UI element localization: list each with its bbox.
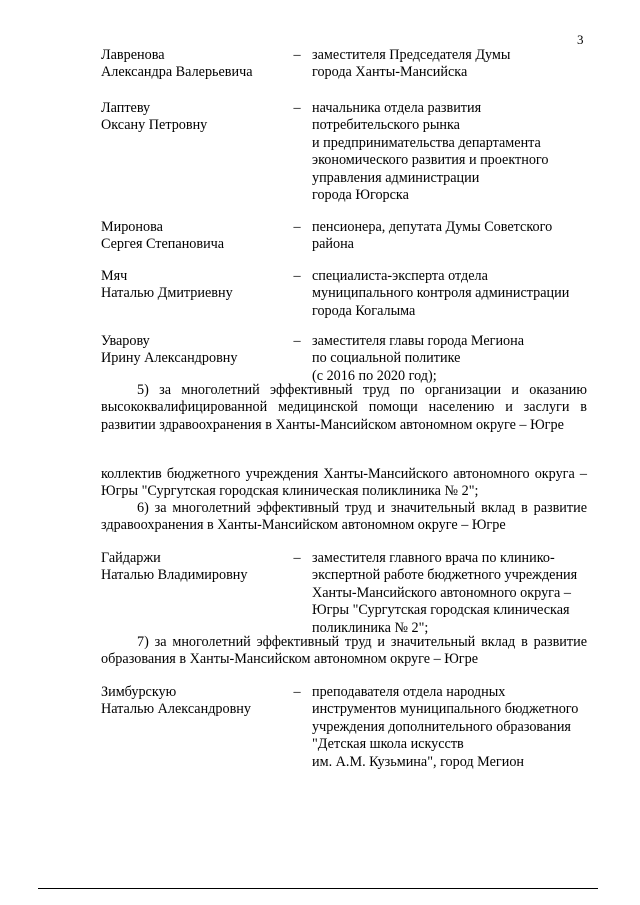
position-line: специалиста-эксперта отдела <box>312 268 488 284</box>
name-line: Оксану Петровну <box>101 117 208 134</box>
name-line: Александра Валерьевича <box>101 64 253 81</box>
position-line: управления администрации <box>312 169 480 186</box>
position-line: "Детская школа искусств <box>312 736 464 753</box>
position-line: заместителя главы города Мегиона <box>312 333 525 349</box>
person-position <box>312 268 592 320</box>
name-line: Ирину Александровну <box>101 350 238 367</box>
paragraph-text: 7) за многолетний эффективный труд и значительный вклад в развитие образования в Ханты-Мансийском автономном округе – Югре <box>101 634 587 668</box>
award-category-paragraph <box>101 500 587 535</box>
position-line: и предпринимательства департамента <box>312 134 541 151</box>
person-name <box>101 100 286 135</box>
position-line: муниципального контроля администрации <box>312 285 570 302</box>
name-line: Лаптеву <box>101 100 151 116</box>
position-line: им. А.М. Кузьмина", город Мегион <box>312 753 525 770</box>
position-line: заместителя главного врача по клинико- <box>312 550 555 566</box>
position-line: города Ханты-Мансийска <box>312 64 468 81</box>
person-position <box>312 550 592 637</box>
person-name <box>101 219 286 254</box>
separator-dash: – <box>293 219 301 235</box>
name-line: Наталью Дмитриевну <box>101 285 233 302</box>
position-line: по социальной политике <box>312 350 461 367</box>
person-name <box>101 684 286 719</box>
name-line: Наталью Владимировну <box>101 567 248 584</box>
page-number: 3 <box>577 32 584 47</box>
position-line: Ханты-Мансийского автономного округа – <box>312 584 571 601</box>
separator-dash: – <box>293 684 301 700</box>
position-line: города Когалыма <box>312 302 416 319</box>
award-category-paragraph <box>101 382 587 434</box>
name-line: Уварову <box>101 333 150 349</box>
position-line: начальника отдела развития <box>312 100 482 116</box>
award-category-paragraph <box>101 634 587 669</box>
separator-dash: – <box>293 550 301 566</box>
position-line: города Югорска <box>312 187 409 204</box>
name-line: Миронова <box>101 219 163 235</box>
position-line: экспертной работе бюджетного учреждения <box>312 567 578 584</box>
name-line: Гайдаржи <box>101 550 161 566</box>
paragraph-text: коллектив бюджетного учреждения Ханты-Мансийского автономного округа – Югры "Сургутская городская клиническая поликлиника № 2"; <box>101 466 587 500</box>
position-line: потребительского рынка <box>312 117 460 134</box>
position-line: заместителя Председателя Думы <box>312 47 511 63</box>
name-line: Лавренова <box>101 47 165 63</box>
person-name <box>101 47 286 82</box>
person-position <box>312 219 592 254</box>
separator-dash: – <box>293 47 301 63</box>
name-line: Сергея Степановича <box>101 236 225 253</box>
position-line: (с 2016 по 2020 год); <box>312 367 437 384</box>
person-name <box>101 550 286 585</box>
paragraph-text: 6) за многолетний эффективный труд и значительный вклад в развитие здравоохранения в Ханты-Мансийском автономном округе – Югре <box>101 500 587 534</box>
separator-dash: – <box>293 268 301 284</box>
person-position <box>312 47 592 82</box>
position-line: района <box>312 236 354 253</box>
person-position <box>312 333 592 385</box>
person-position <box>312 684 592 771</box>
position-line: Югры "Сургутская городская клиническая <box>312 602 570 619</box>
name-line: Мяч <box>101 268 128 284</box>
separator-dash: – <box>293 100 301 116</box>
separator-dash: – <box>293 333 301 349</box>
position-line: поликлиника № 2"; <box>312 619 429 636</box>
position-line: учреждения дополнительного образования <box>312 718 571 735</box>
person-name <box>101 268 286 303</box>
person-position <box>312 100 592 204</box>
position-line: преподавателя отдела народных <box>312 684 506 700</box>
awarded-collective <box>101 466 587 501</box>
person-name <box>101 333 286 368</box>
position-line: инструментов муниципального бюджетного <box>312 701 579 718</box>
name-line: Наталью Александровну <box>101 701 251 718</box>
bottom-divider <box>38 888 598 889</box>
name-line: Зимбурскую <box>101 684 177 700</box>
position-line: экономического развития и проектного <box>312 152 549 169</box>
position-line: пенсионера, депутата Думы Советского <box>312 219 553 235</box>
paragraph-text: 5) за многолетний эффективный труд по организации и оказанию высококвалифицированной медицинской помощи населению и заслуги в развитии здравоохранения в Ханты-Мансийском автономном округе – Югре <box>101 382 587 433</box>
